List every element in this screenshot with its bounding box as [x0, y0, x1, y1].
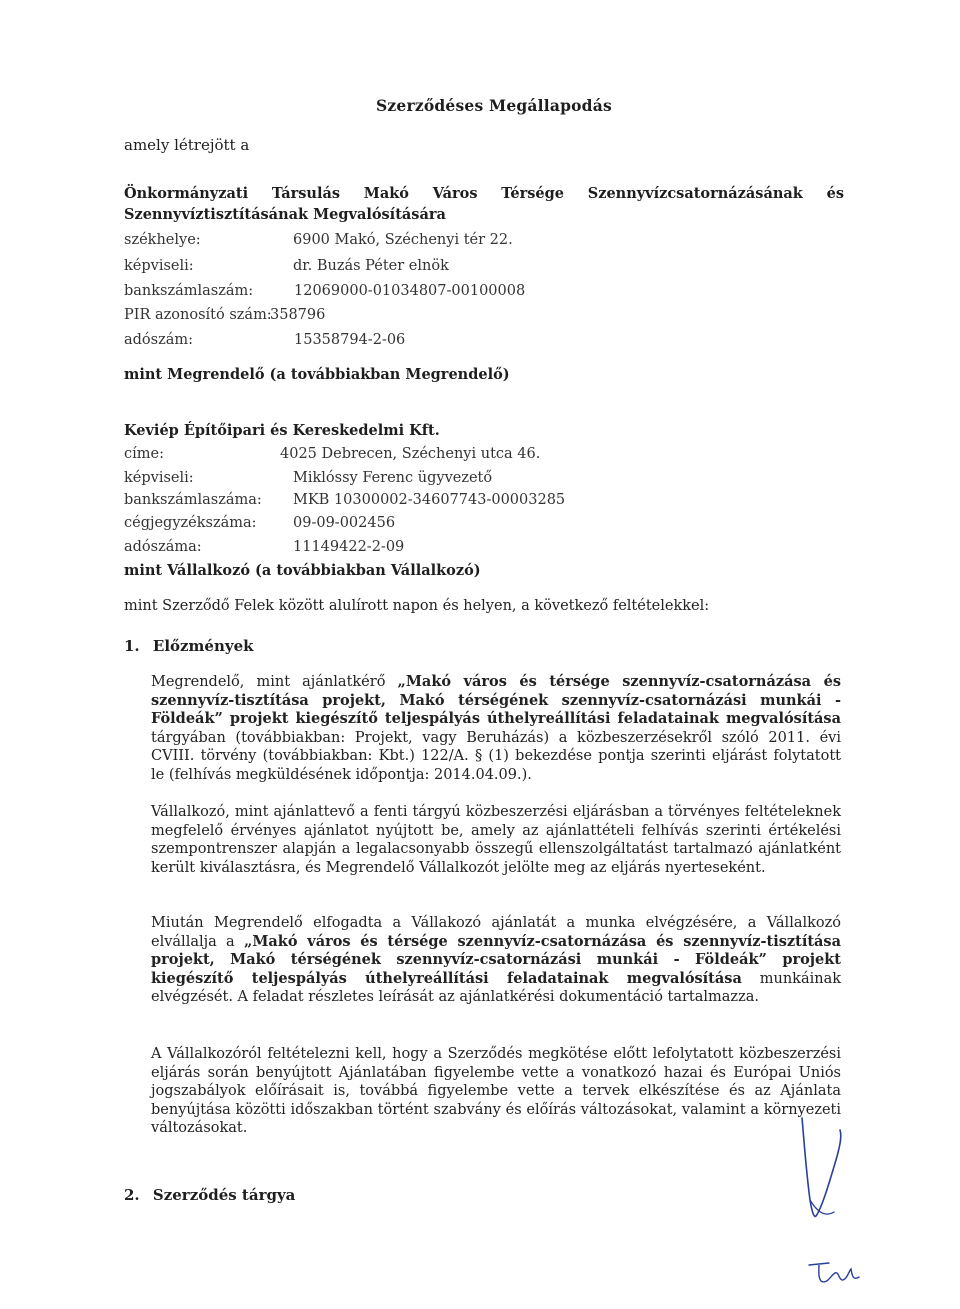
party1-seat-value: 6900 Makó, Széchenyi tér 22. [293, 232, 513, 248]
party1-role: mint Megrendelő (a továbbiakban Megrendelő) [124, 366, 510, 383]
handwritten-signature [805, 1255, 865, 1290]
party2-representative-label: képviseli: [124, 470, 194, 486]
p1-rest: tárgyában (továbbiakban: Projekt, vagy Beruházás) a közbeszerzésekről szóló 2011. évi CVIII. törvény (továbbiakban: Kbt.) 122/A. § (1) bekezdése pontja szerinti eljárást folytatott le (felhívás megküldésének időpontja: 2014.04.09.). [151, 729, 841, 783]
party1-tax-value: 15358794-2-06 [294, 332, 406, 348]
party1-representative-label: képviseli: [124, 258, 194, 274]
document-title: Szerződéses Megállapodás [376, 96, 612, 115]
party2-registry-value: 09-09-002456 [293, 515, 396, 531]
intro-line: amely létrejött a [124, 136, 250, 154]
section1-paragraph-3 [151, 914, 841, 1007]
section1-paragraph-1 [151, 673, 841, 785]
party1-representative-value: dr. Buzás Péter elnök [293, 258, 449, 274]
party1-name: Önkormányzati Társulás Makó Város Térsége Szennyvízcsatornázásának és Szennyvíztisztításának Megvalósítására [124, 185, 844, 223]
parties-between-line: mint Szerződő Felek között alulírott napon és helyen, a következő feltételekkel: [124, 598, 710, 614]
section2-title: Szerződés tárgya [152, 1186, 296, 1204]
party2-bank-label: bankszámlaszáma: [124, 492, 262, 508]
section1-title: Előzmények [152, 637, 254, 655]
party1-bank-label: bankszámlaszám: [124, 283, 254, 299]
party2-role: mint Vállalkozó (a továbbiakban Vállalkozó) [124, 562, 481, 579]
party2-address-value: 4025 Debrecen, Széchenyi utca 46. [280, 446, 541, 462]
section2-number: 2. [124, 1186, 140, 1204]
section1-heading [124, 637, 254, 655]
party1-seat-label: székhelye: [124, 232, 201, 248]
party1-bank-value: 12069000-01034807-00100008 [294, 283, 526, 299]
party1-pir-value: 358796 [270, 307, 326, 323]
party1-tax-label: adószám: [124, 332, 194, 348]
section2-heading [124, 1186, 295, 1204]
p3-lead: Miután Megrendelő elfogadta a Vállakozó ajánlatát a munka elvégzésére, a Vállalkozó elvállalja a [151, 915, 841, 950]
party2-tax-value: 11149422-2-09 [293, 539, 405, 555]
p1-lead: Megrendelő, mint ajánlatkérő [151, 674, 398, 690]
section1-paragraph-2: Vállalkozó, mint ajánlattevő a fenti tárgyú közbeszerzési eljárásban a törvényes feltételeknek megfelelő érvényes ajánlatot nyújtott be, amely az ajánlattételi felhívás szerinti értékelési szempontrenszer alapján a legalacsonyabb összegű ellenszolgáltatást tartalmazó ajánlatként került kiválasztásra, és Megrendelő Vállalkozót jelölte meg az eljárás nyerteseként. [151, 804, 841, 876]
p3-rest: munkáinak elvégzését. A feladat részletes leírását az ajánlatkérési dokumentáció tartalmazza. [151, 970, 841, 1006]
party2-address-label: címe: [124, 446, 164, 462]
p3-project-name: „Makó város és térsége szennyvíz-csatornázása és szennyvíz-tisztítása projekt, Makó térségének szennyvíz-csatornázási munkái - Földeák” projekt kiegészítő teljespályás úthelyreállítási feladatainak megvalósítása [151, 932, 841, 987]
party2-registry-label: cégjegyzékszáma: [124, 515, 257, 531]
section1-number: 1. [124, 637, 140, 655]
party2-tax-label: adószáma: [124, 539, 202, 555]
party2-name: Keviép Építőipari és Kereskedelmi Kft. [124, 422, 440, 439]
party1-pir-label: PIR azonosító szám: [124, 307, 272, 323]
handwritten-initial-mark [780, 1100, 860, 1230]
p1-project-name: „Makó város és térsége szennyvíz-csatornázása és szennyvíz-tisztítása projekt, Makó térségének szennyvíz-csatornázási munkái - Földeák” projekt kiegészítő teljespályás úthelyreállítási feladatainak megvalósítása [151, 673, 841, 728]
party2-representative-value: Miklóssy Ferenc ügyvezető [293, 470, 493, 486]
section1-paragraph-4: A Vállalkozóról feltételezni kell, hogy a Szerződés megkötése előtt lefolytatott közbeszerzési eljárás során benyújtott Ajánlatában figyelembe vette a vonatkozó hazai és Európai Uniós jogszabályok előírásait is, továbbá figyelembe vette a tervek elkészítése és az Ajánlata benyújtása közötti időszakban történt szabvány és előírás változásokat, valamint a környezeti változásokat. [151, 1046, 841, 1137]
party2-bank-value: MKB 10300002-34607743-00003285 [293, 492, 566, 508]
